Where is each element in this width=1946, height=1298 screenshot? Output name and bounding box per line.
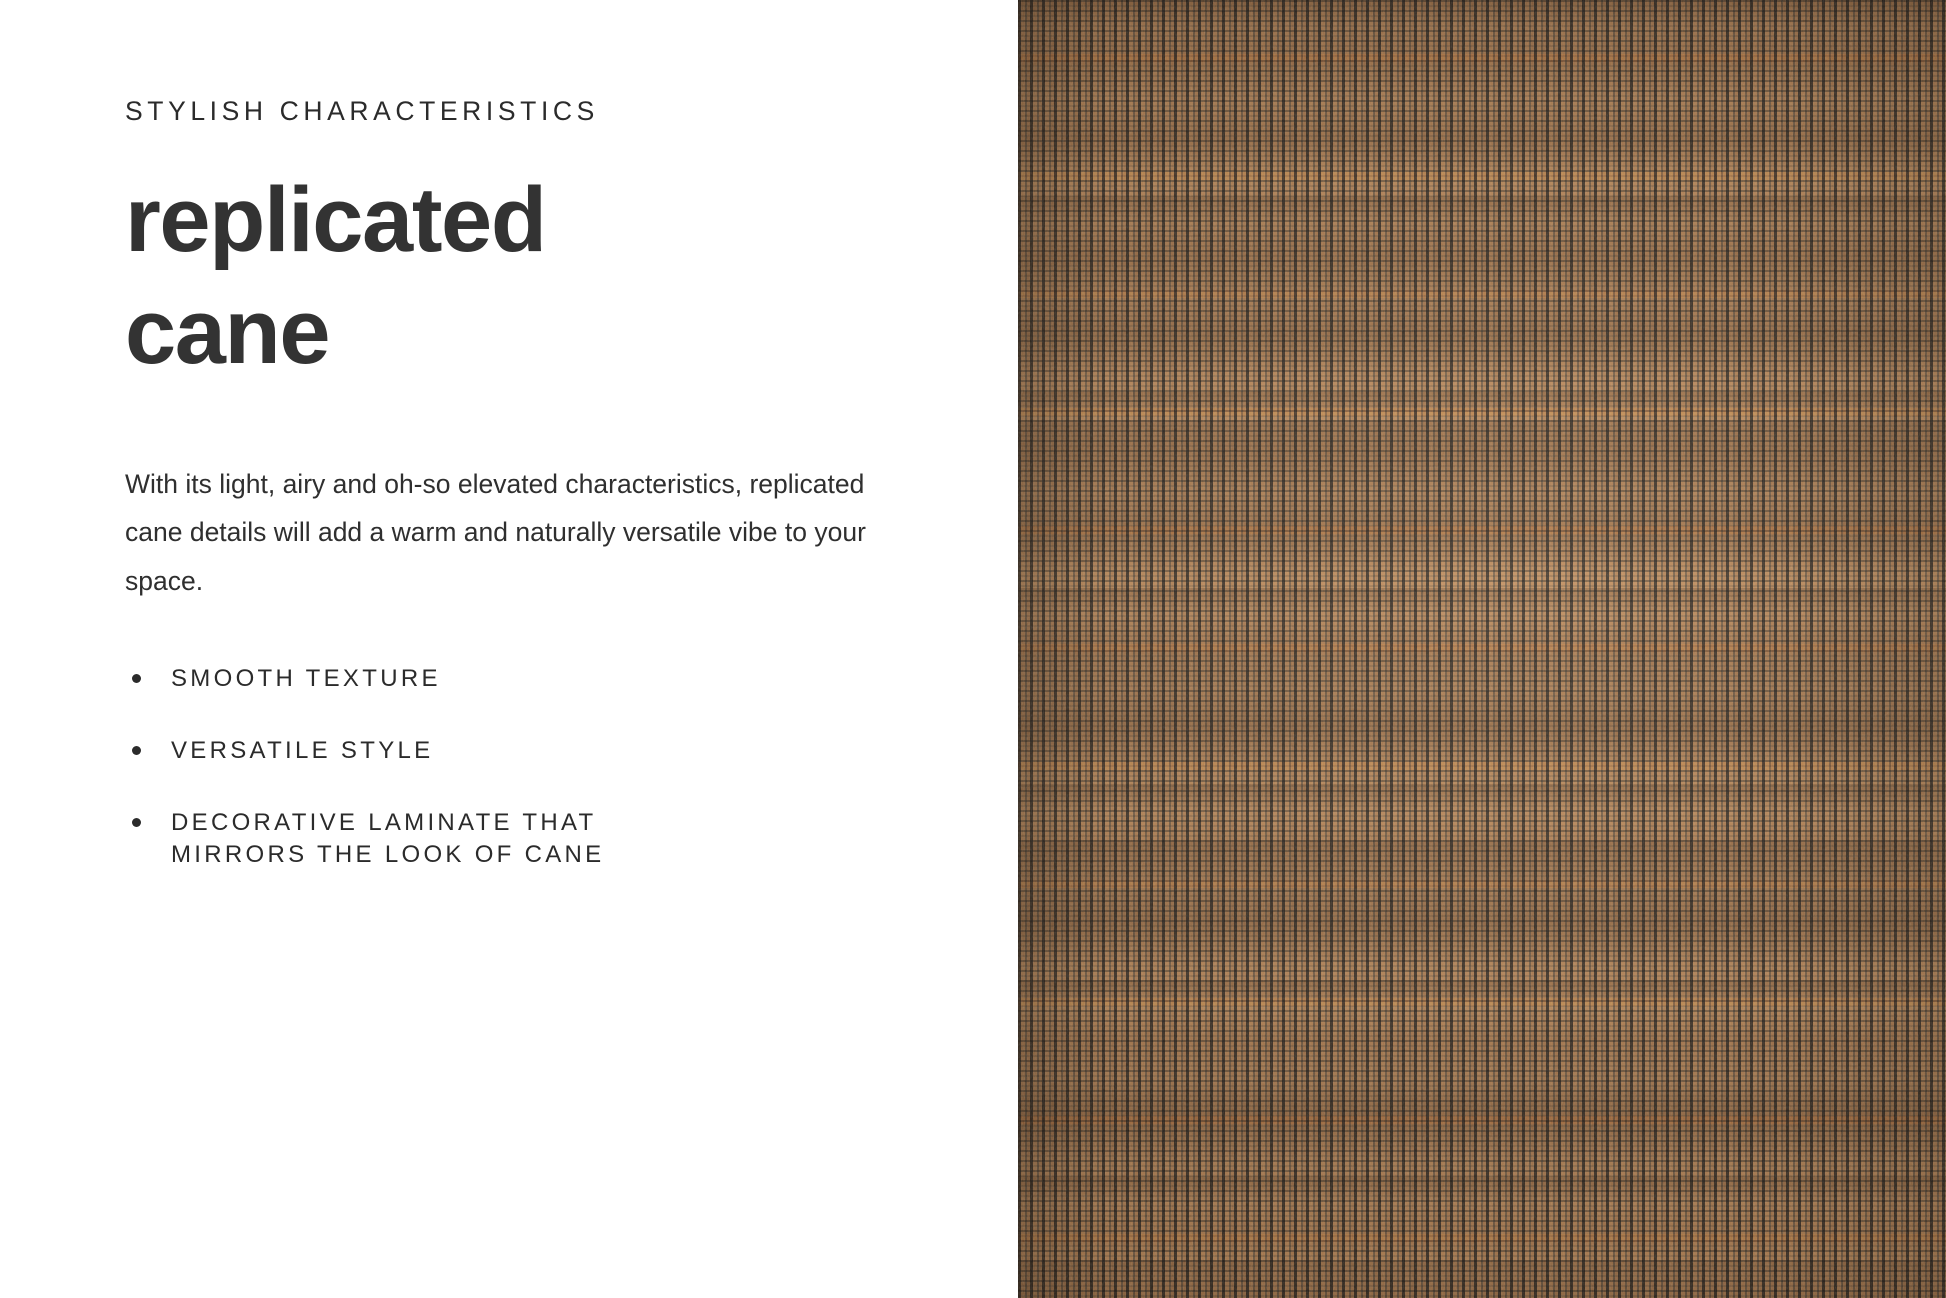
- list-item: [125, 663, 885, 695]
- headline-line-1: replicated: [125, 168, 546, 271]
- feature-list: [125, 663, 885, 871]
- list-item: [125, 735, 885, 767]
- bullet-dot-icon: [132, 818, 141, 827]
- headline-line-2: cane: [125, 281, 330, 384]
- text-content: [125, 96, 885, 911]
- list-item-label: SMOOTH TEXTURE: [171, 664, 441, 692]
- cane-texture-image: [1018, 0, 1946, 1298]
- weave-strand-layer: [1018, 0, 1946, 1298]
- list-item: [125, 807, 885, 871]
- eyebrow-label: STYLISH CHARACTERISTICS: [125, 96, 599, 126]
- list-item-label-second-line: MIRRORS THE LOOK OF CANE: [171, 840, 605, 868]
- bullet-dot-icon: [132, 674, 141, 683]
- bullet-dot-icon: [132, 746, 141, 755]
- body-paragraph: With its light, airy and oh-so elevated characteristics, replicated cane details will add a warm and naturally versatile vibe to your space.: [125, 469, 866, 596]
- list-item-label: VERSATILE STYLE: [171, 736, 434, 764]
- page-title: [125, 164, 745, 388]
- list-item-label: DECORATIVE LAMINATE THAT: [171, 808, 597, 836]
